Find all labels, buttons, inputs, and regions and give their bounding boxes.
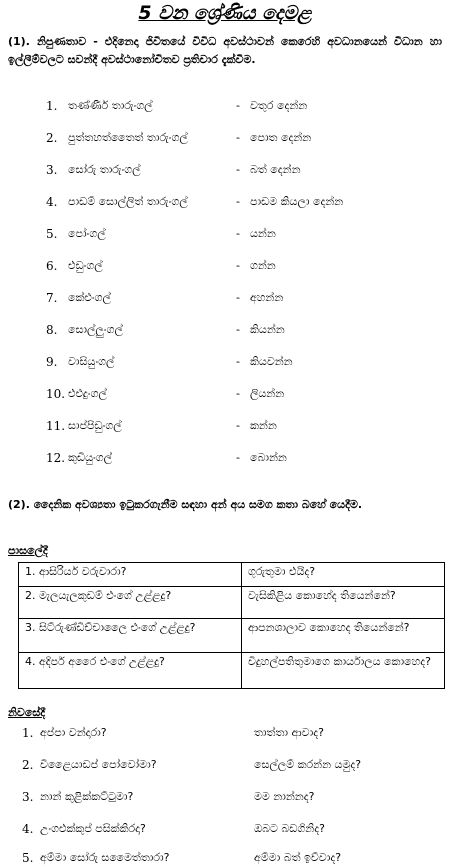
vocab-number: 5.: [46, 227, 58, 241]
vocab-meaning: කන්න: [250, 419, 277, 432]
vocab-item: [0, 162, 450, 178]
vocab-meaning: වතුර දෙන්න: [250, 99, 308, 112]
table-cell-sinhala: ආපනශාලාව කොහෙද තියෙන්නේ?: [242, 619, 445, 653]
vocab-meaning: යන්න: [250, 227, 276, 240]
vocab-item: [0, 130, 450, 146]
vocab-dash: -: [236, 99, 240, 112]
vocab-item: [0, 290, 450, 306]
list-item-number: 4.: [22, 822, 34, 836]
vocab-dash: -: [236, 163, 240, 176]
vocab-dash: -: [236, 419, 240, 432]
vocab-meaning: ගන්න: [250, 259, 276, 272]
vocab-item: [0, 418, 450, 434]
list-item-sinhala: මම නාන්නද?: [254, 790, 315, 803]
vocab-word: සෝරු තාරුංගල්: [68, 163, 141, 176]
vocab-number: 4.: [46, 195, 58, 209]
vocab-number: 12.: [46, 451, 66, 465]
vocab-dash: -: [236, 323, 240, 336]
school-heading: පාසලේදී: [8, 544, 48, 557]
list-item: [0, 788, 450, 806]
vocab-number: 3.: [46, 163, 58, 177]
home-heading: නිවසේදී: [8, 706, 46, 719]
vocab-dash: -: [236, 259, 240, 272]
vocab-dash: -: [236, 227, 240, 240]
list-item-tamil: අම්මා සෝරු සමෛත්තාරා?: [40, 851, 170, 864]
list-item-tamil: අප්පා වන්දාරා?: [40, 726, 107, 739]
vocab-word: තණ්ණීර් තාරුංගල්: [68, 99, 153, 112]
vocab-meaning: බොන්න: [250, 451, 287, 464]
vocab-meaning: කියන්න: [250, 323, 285, 336]
vocab-item: [0, 354, 450, 370]
list-item: [0, 849, 450, 867]
vocab-word: එළුදුංගල්: [68, 387, 107, 400]
vocab-word: කුඩියුංගල්: [68, 451, 113, 464]
vocab-number: 7.: [46, 291, 58, 305]
vocab-dash: -: [236, 195, 240, 208]
list-item-sinhala: ඔබට බඩගිනිද?: [254, 822, 325, 835]
list-item: [0, 820, 450, 838]
vocab-word: කේළුංගල්: [68, 291, 111, 304]
vocab-number: 6.: [46, 259, 58, 273]
list-item-tamil: විළෛයාඩප් පෝවෝමා?: [40, 758, 157, 771]
table-cell-tamil: 2. මැලයැලකුඩම් එංගේ උළ්ළදු?: [19, 587, 242, 619]
list-item-sinhala: සෙල්ලම් කරන්න යමුද?: [254, 758, 362, 771]
vocab-number: 11.: [46, 419, 66, 433]
vocab-word: සොල්ලුංගල්: [68, 323, 123, 336]
list-item-tamil: නාන් කුළික්කට්ටුමා?: [40, 790, 134, 803]
vocab-word: වාසියුංගල්: [68, 355, 115, 368]
table-cell-tamil: 1. ආසිරියර් වරුවාරා?: [19, 563, 242, 587]
list-item-sinhala: අම්මා බත් ඉව්වාද?: [254, 851, 342, 864]
vocab-meaning: පොත දෙන්න: [250, 131, 312, 144]
table-row: [19, 563, 445, 587]
vocab-dash: -: [236, 451, 240, 464]
list-item-sinhala: තාත්තා ආවාද?: [254, 726, 324, 739]
vocab-meaning: බත් දෙන්න: [250, 163, 301, 176]
section-2-heading: (2). දෛනික අවශ්‍යතා ඉටුකරගැනීම සඳහා අන් අය සමග කතා බහේ යෙදීම.: [8, 498, 363, 511]
vocab-word: පාඩම් සොල්ලිත් තාරුංගල්: [68, 195, 188, 208]
school-phrases-table: [18, 562, 445, 689]
vocab-number: 10.: [46, 387, 66, 401]
table-row: [19, 653, 445, 689]
table-row: [19, 619, 445, 653]
table-cell-sinhala: විදුහල්පතිතුමාගෙ කාර්යාලය කොහෙද?: [242, 653, 445, 689]
vocab-number: 9.: [46, 355, 58, 369]
vocab-item: [0, 226, 450, 242]
list-item: [0, 724, 450, 742]
vocab-meaning: පාඩම කියලා දෙන්න: [250, 195, 344, 208]
vocab-word: එඩුංගල්: [68, 259, 103, 272]
vocab-item: [0, 386, 450, 402]
table-cell-tamil: 3. සිට්රුණ්ඩිච්චාලෛ එංගේ උළ්ළදු?: [19, 619, 242, 653]
vocab-dash: -: [236, 387, 240, 400]
vocab-item: [0, 194, 450, 210]
list-item: [0, 756, 450, 774]
table-cell-sinhala: ගුරුතුමා එයිද?: [242, 563, 445, 587]
vocab-number: 2.: [46, 131, 58, 145]
vocab-word: සාප්පිඩුංගල්: [68, 419, 122, 432]
vocab-item: [0, 322, 450, 338]
vocab-meaning: අහන්න: [250, 291, 284, 304]
vocab-item: [0, 450, 450, 466]
vocab-item: [0, 258, 450, 274]
table-cell-sinhala: වැසිකිළිය කොහේද තියෙන්නේ?: [242, 587, 445, 619]
vocab-number: 8.: [46, 323, 58, 337]
vocab-meaning: ලියන්න: [250, 387, 285, 400]
section-1-heading: (1). නිපුණතාව - එදිනෙදා ජිවිතයේ විවිධ අවස්ථාවන් කෙරෙහි අවධානයෙන් විධාන හා ඉල්ලීම්වලට සවන්දී අවස්ථානෝචිතව ප්‍රතිචාර දැක්වීම.: [8, 35, 442, 66]
list-item-number: 3.: [22, 790, 34, 804]
vocab-dash: -: [236, 131, 240, 144]
vocab-dash: -: [236, 291, 240, 304]
vocab-number: 1.: [46, 99, 58, 113]
table-cell-tamil: 4. අදිපර් අරෛ එංගේ උළ්ළදු?: [19, 653, 242, 689]
vocab-word: පෝංගල්: [68, 227, 106, 240]
list-item-number: 1.: [22, 726, 34, 740]
vocab-dash: -: [236, 355, 240, 368]
page-title: 5 වන ශ්‍රේණිය දෙමළ: [138, 2, 312, 24]
vocab-item: [0, 98, 450, 114]
vocab-meaning: කියවන්න: [250, 355, 293, 368]
list-item-number: 2.: [22, 758, 34, 772]
list-item-tamil: උංගළුක්කුප් පසික්කිරදා?: [40, 822, 146, 835]
vocab-word: පුත්තහත්තෛත් තාරුංගල්: [68, 131, 188, 144]
table-row: [19, 587, 445, 619]
list-item-number: 5.: [22, 851, 34, 865]
